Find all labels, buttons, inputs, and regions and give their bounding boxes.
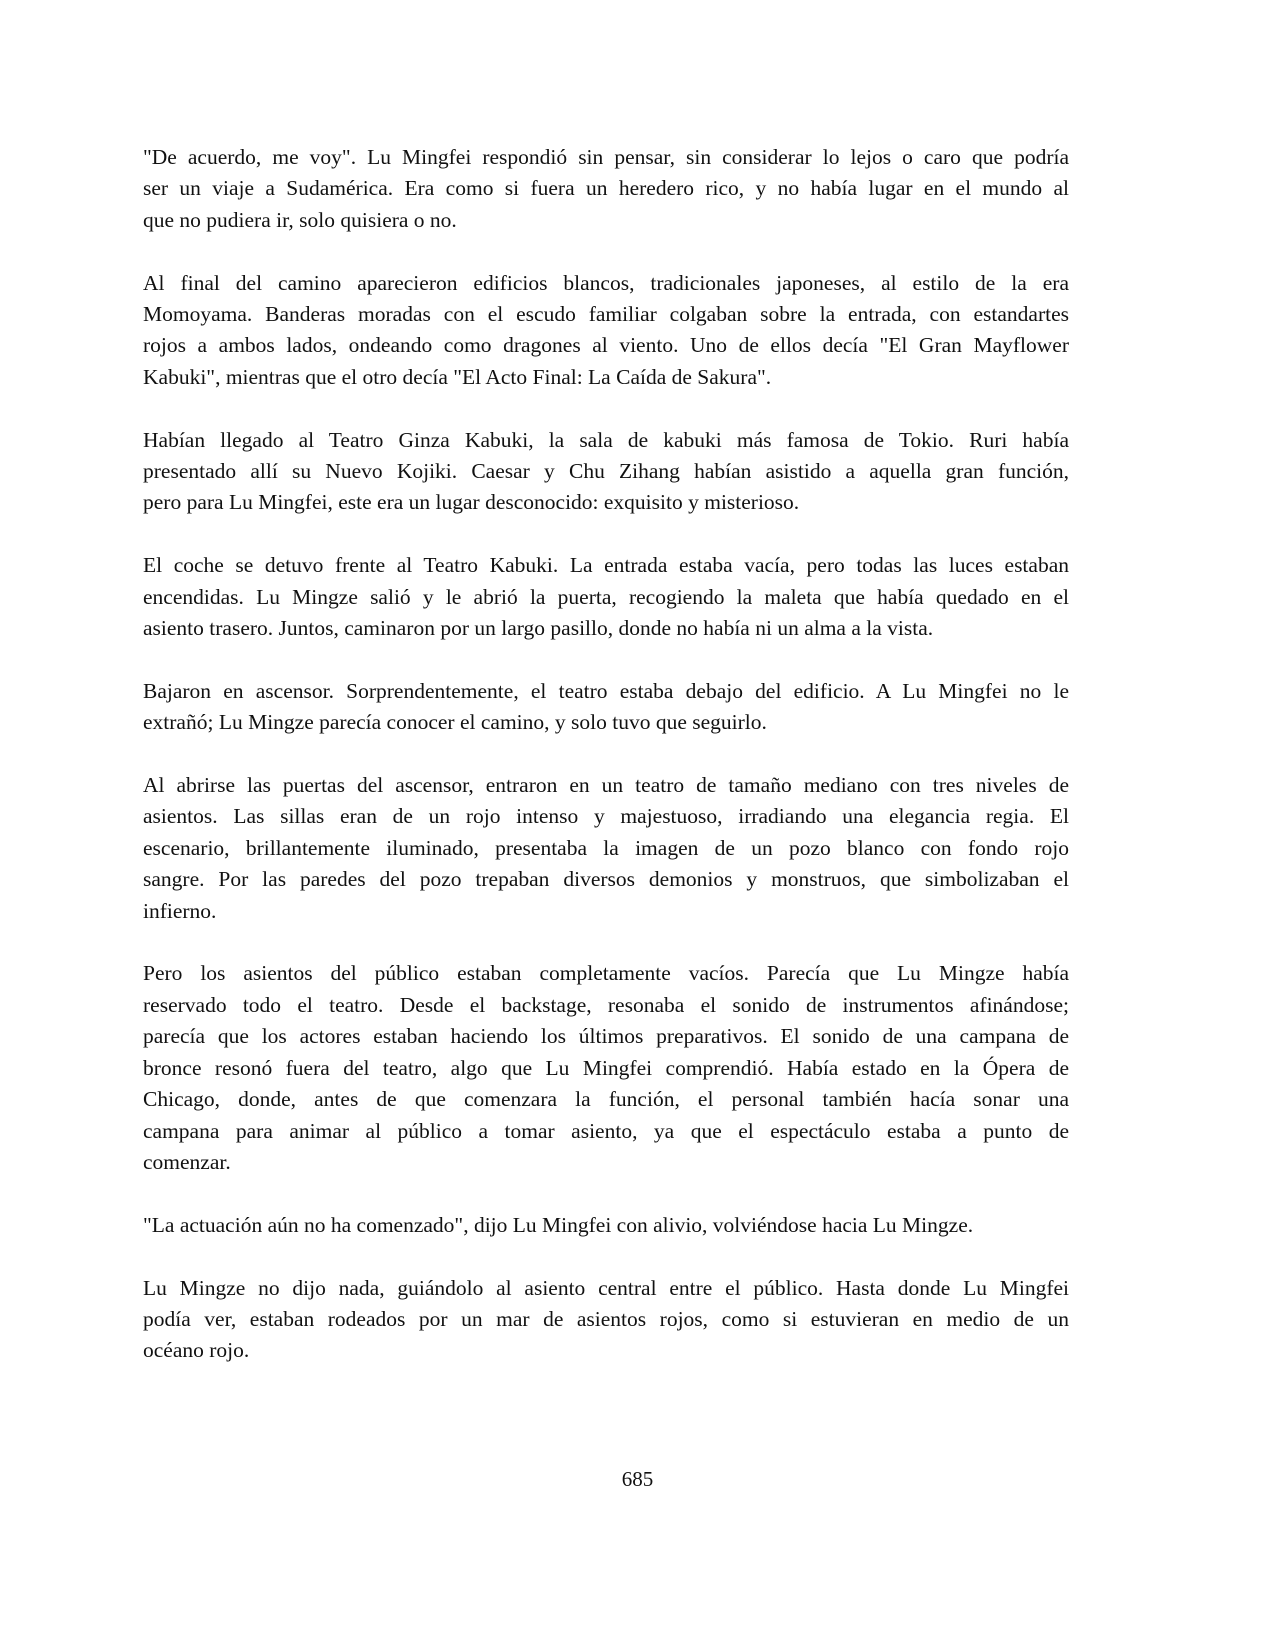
paragraph [143, 268, 1069, 394]
text-line: bronce resonó fuera del teatro, algo que Lu Mingfei comprendió. Había estado en la Ópera de [143, 1055, 1069, 1080]
text-line: extrañó; Lu Mingze parecía conocer el camino, y solo tuvo que seguirlo. [143, 710, 767, 735]
text-line: asientos. Las sillas eran de un rojo intenso y majestuoso, irradiando una elegancia regia. El [143, 804, 1069, 829]
text-line: presentado allí su Nuevo Kojiki. Caesar y Chu Zihang habían asistido a aquella gran función, [143, 459, 1069, 484]
text-line: parecía que los actores estaban haciendo los últimos preparativos. El sonido de una campana de [143, 1024, 1069, 1049]
text-line: "De acuerdo, me voy". Lu Mingfei respondió sin pensar, sin considerar lo lejos o caro que podría [143, 145, 1069, 169]
paragraph [143, 142, 1069, 236]
page-number: 685 [621, 1467, 654, 1491]
text-line: océano rojo. [143, 1338, 250, 1363]
text-line: Pero los asientos del público estaban completamente vacíos. Parecía que Lu Mingze había [143, 961, 1069, 986]
paragraph [143, 676, 1069, 739]
text-line: Chicago, donde, antes de que comenzara la función, el personal también hacía sonar una [143, 1087, 1069, 1112]
paragraph [143, 425, 1069, 519]
text-line: escenario, brillantemente iluminado, presentaba la imagen de un pozo blanco con fondo rojo [143, 835, 1069, 860]
text-line: podía ver, estaban rodeados por un mar de asientos rojos, como si estuvieran en medio de un [143, 1306, 1069, 1331]
text-line: sangre. Por las paredes del pozo trepaban diversos demonios y monstruos, que simbolizaban el [143, 867, 1069, 892]
text-line: reservado todo el teatro. Desde el backstage, resonaba el sonido de instrumentos afinándose; [143, 992, 1069, 1017]
text-line: Bajaron en ascensor. Sorprendentemente, el teatro estaba debajo del edificio. A Lu Mingfei no le [143, 678, 1069, 703]
text-line: que no pudiera ir, solo quisiera o no. [143, 207, 457, 232]
paragraph [143, 770, 1069, 927]
paragraph [143, 958, 1069, 1178]
text-line: ser un viaje a Sudamérica. Era como si fuera un heredero rico, y no había lugar en el mundo al [143, 176, 1069, 201]
text-line: infierno. [143, 898, 217, 923]
text-line: rojos a ambos lados, ondeando como dragones al viento. Uno de ellos decía "El Gran Mayflower [143, 333, 1069, 358]
text-line: Lu Mingze no dijo nada, guiándolo al asiento central entre el público. Hasta donde Lu Mingfei [143, 1275, 1069, 1300]
paragraph [143, 1210, 1069, 1241]
text-line: pero para Lu Mingfei, este era un lugar desconocido: exquisito y misterioso. [143, 490, 800, 515]
text-line: Momoyama. Banderas moradas con el escudo familiar colgaban sobre la entrada, con estandartes [143, 302, 1069, 327]
paragraph [143, 550, 1069, 644]
page-body [143, 142, 1069, 1398]
text-line: Kabuki", mientras que el otro decía "El Acto Final: La Caída de Sakura". [143, 364, 772, 389]
text-line: encendidas. Lu Mingze salió y le abrió la puerta, recogiendo la maleta que había quedado en el [143, 584, 1069, 609]
text-line: campana para animar al público a tomar asiento, ya que el espectáculo estaba a punto de [143, 1118, 1069, 1143]
text-line: Al abrirse las puertas del ascensor, entraron en un teatro de tamaño mediano con tres niveles de [143, 773, 1069, 798]
text-line: El coche se detuvo frente al Teatro Kabuki. La entrada estaba vacía, pero todas las luces estaban [143, 553, 1069, 578]
text-line: "La actuación aún no ha comenzado", dijo Lu Mingfei con alivio, volviéndose hacia Lu Mingze. [143, 1212, 974, 1237]
text-line: asiento trasero. Juntos, caminaron por un largo pasillo, donde no había ni un alma a la vista. [143, 616, 934, 641]
text-line: comenzar. [143, 1149, 231, 1174]
paragraph [143, 1273, 1069, 1367]
text-line: Habían llegado al Teatro Ginza Kabuki, la sala de kabuki más famosa de Tokio. Ruri había [143, 427, 1069, 452]
text-line: Al final del camino aparecieron edificios blancos, tradicionales japoneses, al estilo de la era [143, 270, 1069, 295]
